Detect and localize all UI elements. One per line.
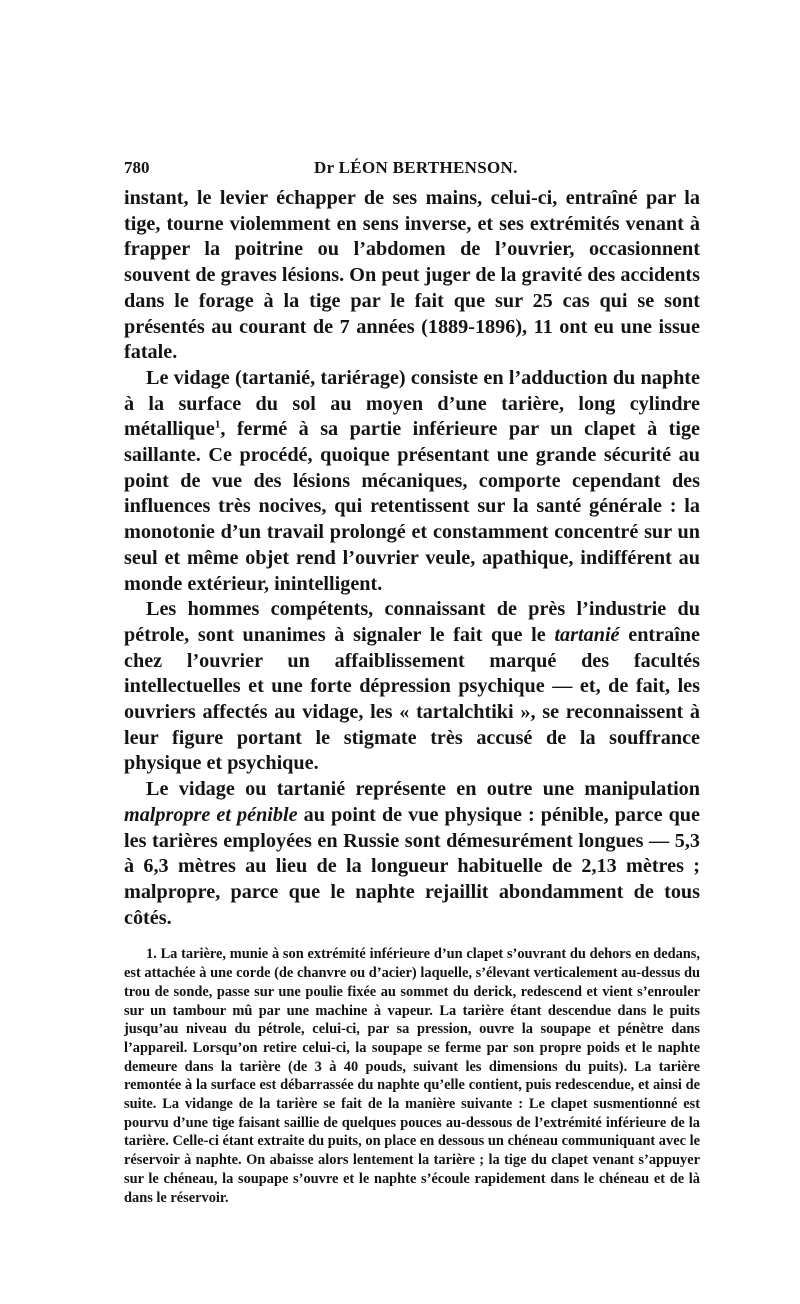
paragraph-4-text-start: Le vidage ou tartanié représente en outre une manipulation [146, 778, 700, 801]
paragraph-4-text-end: au point de vue physique : pénible, parce que les tarières employées en Russie sont démesurément longues — 5,3 à 6,3 mètres au lieu de la longueur habituelle de 2,13 mètres ; malpropre, parce que le naphte rejaillit abondamment de tous côtés. [124, 803, 700, 929]
paragraph-4-emphasis: malpropre et pénible [124, 803, 298, 826]
paragraph-2-text-end: , fermé à sa partie inférieure par un clapet à tige saillante. Ce procédé, quoique présentant une grande sécurité au point de vue des lésions mécaniques, comporte cependant des influences très nocives, qui retentissent sur la santé générale : la monotonie d’un travail prolongé et constamment concentré sur un seul et même objet rend l’ouvrier veule, apathique, indifférent au monde extérieur, inintelligent. [124, 418, 700, 595]
body-text [124, 186, 700, 931]
page-number: 780 [124, 158, 150, 177]
paragraph-2-text-start: Le vidage (tartanié, tariérage) consiste en l’adduction du naphte à la surface du sol au moyen d’une tarière, long cylindre métallique [124, 366, 700, 441]
paragraph-3-emphasis: tartanié [554, 623, 620, 646]
footnote-reference: 1 [214, 418, 221, 431]
running-head: Dr LÉON BERTHENSON. [314, 158, 518, 177]
paragraph-1: instant, le levier échapper de ses mains, celui-ci, entraîné par la tige, tourne violemment en sens inverse, et ses extrémités venant à frapper la poitrine ou l’abdomen de l’ouvrier, occasionnent souvent de graves lésions. On peut juger de la gravité des accidents dans le forage à la tige par le fait que sur 25 cas qui se sont présentés au courant de 7 années (1889-1896), 11 ont eu une issue fatale. [124, 187, 700, 364]
paragraph-3 [124, 597, 700, 777]
book-page [124, 150, 700, 1207]
paragraph-4 [124, 777, 700, 931]
footnote: 1. La tarière, munie à son extrémité inférieure d’un clapet s’ouvrant du dehors en dedans, est attachée à une corde (de chanvre ou d’acier) laquelle, s’élevant verticalement au-dessus du trou de sonde, passe sur une poulie fixée au sommet du derick, redescend et vient s’enrouler sur un tambour mû par une machine à vapeur. La tarière étant descendue dans le puits jusqu’au niveau du pétrole, celui-ci, par sa pression, ouvre la soupape et pénètre dans l’appareil. Lorsqu’on retire celui-ci, la soupape se ferme par son propre poids et le naphte demeure dans la tarière (de 3 à 40 pouds, suivant les dimensions du puits). La tarière remontée à la surface est débarrassée du naphte qu’elle contient, puis redescendue, et ainsi de suite. La vidange de la tarière se fait de la manière suivante : Le clapet susmentionné est pourvu d’une tige faisant saillie de quelques pouces au-dessous de l’extrémité inférieure de la tarière. Celle-ci étant extraite du puits, on place en dessous un chéneau communiquant avec le réservoir à naphte. On abaisse alors lentement la tarière ; la tige du clapet venant s’appuyer sur le chéneau, la soupape s’ouvre et le naphte s’écoule rapidement dans le chéneau et de là dans le réservoir. [124, 946, 700, 1206]
paragraph-3-text-end: entraîne chez l’ouvrier un affaiblissement marqué des facultés intellectuelles et une forte dépression psychique — et, de fait, les ouvriers affectés au vidage, les « tartalchtiki », se reconnaissent à leur figure portant le stigmate très accusé de la souffrance physique et psychique. [124, 623, 700, 775]
paragraph-2 [124, 366, 700, 597]
paragraph-3-text-start: Les hommes compétents, connaissant de près l’industrie du pétrole, sont unanimes à signaler le fait que le [124, 598, 700, 646]
page-header [124, 150, 700, 186]
